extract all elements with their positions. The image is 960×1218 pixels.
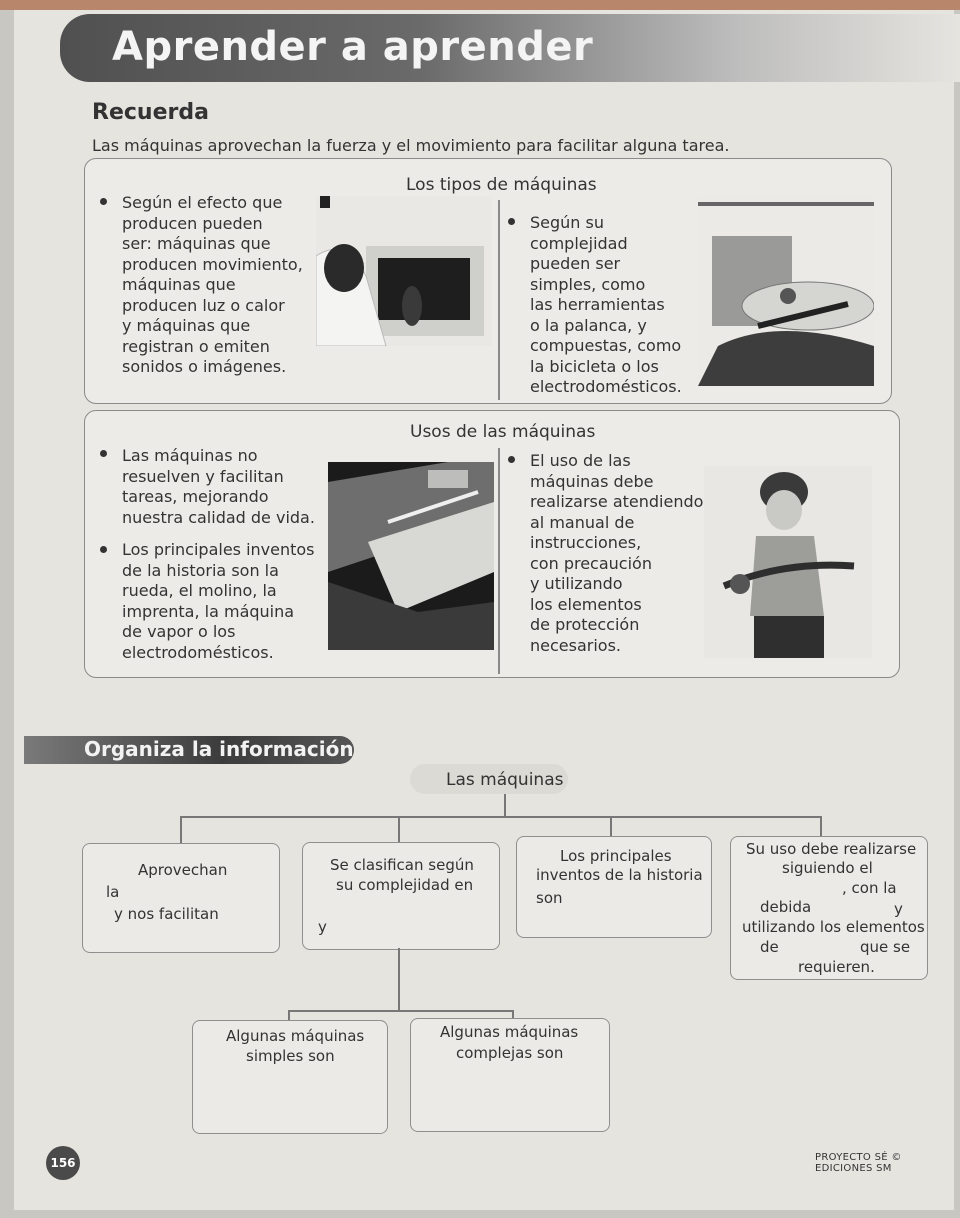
node-text: complejas son <box>456 1044 564 1062</box>
node-text: utilizando los elementos <box>742 918 925 936</box>
node-text: Algunas máquinas <box>226 1027 365 1045</box>
bullet <box>100 546 107 553</box>
recuerda-heading: Recuerda <box>92 100 209 125</box>
tipos-divider <box>498 200 500 400</box>
node-text: y nos facilitan <box>114 905 219 923</box>
usos-divider <box>498 448 500 674</box>
connector <box>180 816 182 844</box>
usos-left-text-2: Los principales inventos de la historia son la rueda, el molino, la imprenta, la máquina de vapor o los electrodomésticos. <box>122 540 315 662</box>
printing-press-photo <box>328 462 494 650</box>
tipos-heading: Los tipos de máquinas <box>406 175 597 195</box>
tv-photo <box>316 196 492 346</box>
node-text: que se <box>860 938 911 956</box>
connector <box>288 1010 512 1012</box>
node-text: de <box>760 938 779 956</box>
bullet <box>508 218 515 225</box>
node-text: su complejidad en <box>336 876 474 894</box>
node-text: Algunas máquinas <box>440 1023 579 1041</box>
publisher-credit: PROYECTO SÉ © EDICIONES SM <box>815 1152 902 1174</box>
usos-heading: Usos de las máquinas <box>410 422 596 442</box>
connector <box>820 816 822 836</box>
organiza-heading: Organiza la información <box>84 737 354 761</box>
node-text: Los principales <box>560 847 672 865</box>
map-root-label: Las máquinas <box>446 770 564 790</box>
node-text: y <box>894 900 903 918</box>
node-text: la <box>106 883 120 901</box>
node-text: siguiendo el <box>782 859 873 877</box>
usos-left-text-1: Las máquinas no resuelven y facilitan tareas, mejorando nuestra calidad de vida. <box>122 446 315 527</box>
node-text: inventos de la historia <box>536 866 703 884</box>
page-number: 156 <box>46 1146 80 1180</box>
connector <box>180 816 820 818</box>
connector <box>398 948 400 1010</box>
node-text: son <box>536 889 563 907</box>
node-text: y <box>318 918 327 936</box>
bullet <box>100 450 107 457</box>
node-text: simples son <box>246 1047 335 1065</box>
connector <box>288 1010 290 1020</box>
connector <box>512 1010 514 1018</box>
bullet <box>508 456 515 463</box>
tipos-right-text: Según su complejidad pueden ser simples, como las herramientas o la palanca, y compuestas, como la bicicleta o los electrodomésticos. <box>530 213 682 396</box>
connector <box>398 816 400 842</box>
page-title: Aprender a aprender <box>112 24 594 70</box>
node-text: debida <box>760 898 812 916</box>
toolbox-photo <box>698 196 874 386</box>
usos-right-text: El uso de las máquinas debe realizarse atendiendo al manual de instrucciones, con precaución y utilizando los elementos de protección necesarios. <box>530 451 704 655</box>
node-text: Aprovechan <box>138 861 228 879</box>
top-edge <box>0 0 960 10</box>
node-text: , con la <box>842 879 897 897</box>
node-text: requieren. <box>798 958 875 976</box>
tipos-left-text: Según el efecto que producen pueden ser: máquinas que producen movimiento, máquinas que producen luz o calor y máquinas que registran o emiten sonidos o imágenes. <box>122 193 303 376</box>
bicycle-boy-photo <box>704 466 872 658</box>
recuerda-intro: Las máquinas aprovechan la fuerza y el movimiento para facilitar alguna tarea. <box>92 136 730 155</box>
bullet <box>100 198 107 205</box>
node-text: Su uso debe realizarse <box>746 840 917 858</box>
connector <box>610 816 612 836</box>
connector <box>504 794 506 816</box>
node-text: Se clasifican según <box>330 856 474 874</box>
